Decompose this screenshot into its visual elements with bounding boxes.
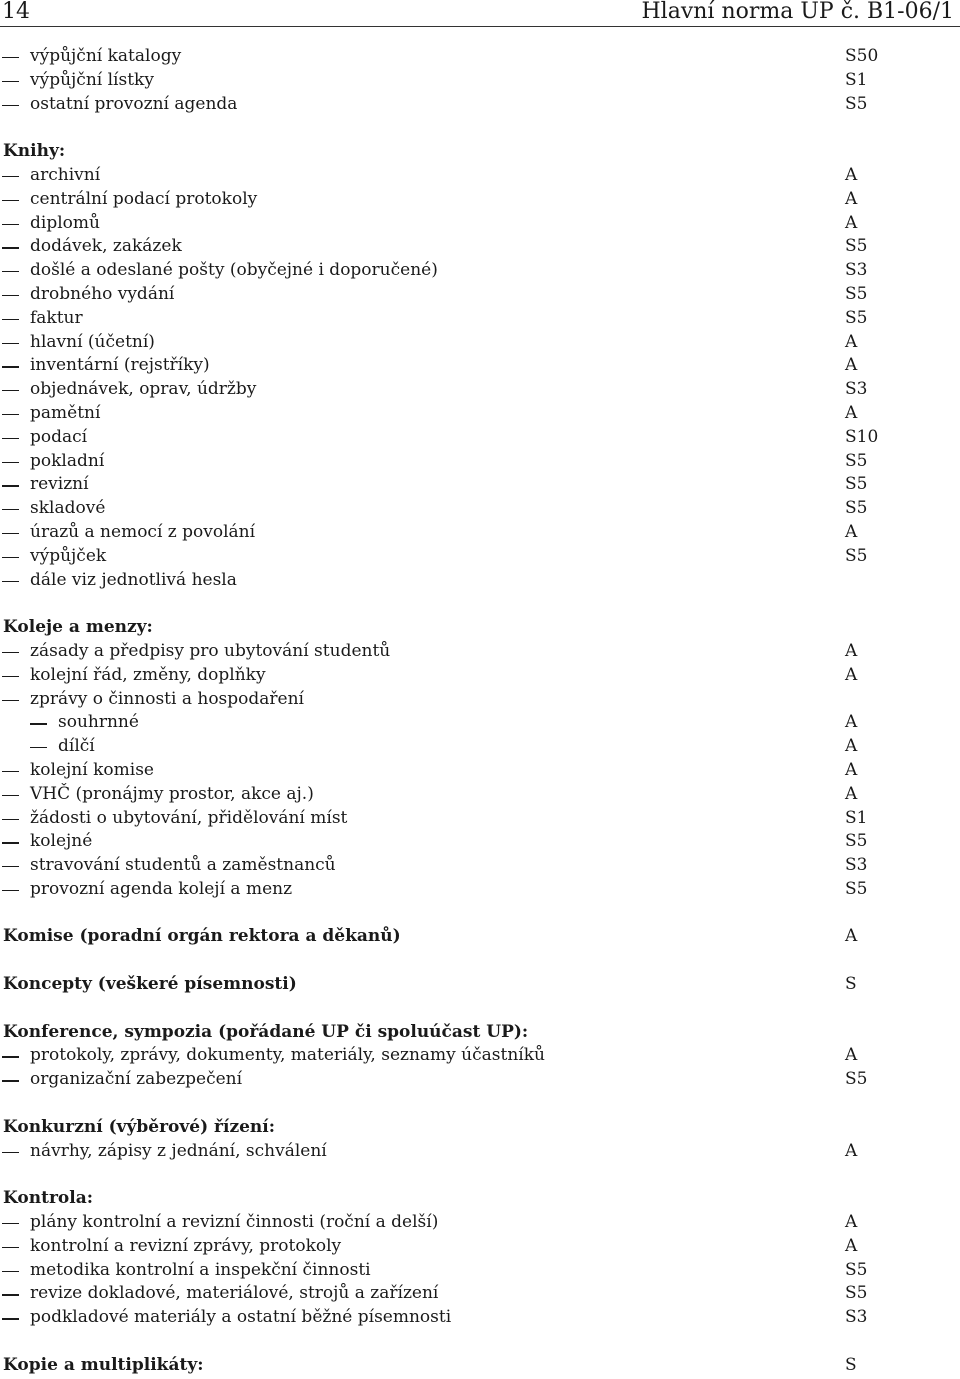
retention-code: S3: [845, 379, 868, 400]
list-item-label: organizační zabezpečení: [30, 1069, 243, 1090]
retention-code: S5: [845, 283, 868, 304]
list-item: [0, 283, 960, 307]
retention-code: S: [845, 1354, 857, 1375]
list-item-label: ostatní provozní agenda: [30, 93, 238, 114]
retention-code: S: [845, 974, 857, 995]
list-item-label: kolejní komise: [30, 759, 154, 780]
list-item-label: dále viz jednotlivá hesla: [30, 569, 237, 590]
list-item-label: zprávy o činnosti a hospodaření: [30, 688, 304, 709]
list-item-label: pamětní: [30, 402, 101, 423]
retention-code: A: [845, 521, 858, 542]
list-item-label: revize dokladové, materiálové, strojů a zařízení: [30, 1283, 439, 1304]
retention-code: S5: [845, 878, 868, 899]
section-heading: [0, 925, 960, 949]
retention-code: A: [845, 783, 858, 804]
retention-code: S5: [845, 1283, 868, 1304]
retention-code: A: [845, 926, 858, 947]
list-item: [0, 1282, 960, 1306]
retention-code: A: [845, 640, 858, 661]
list-item: [0, 545, 960, 569]
list-item: [0, 1259, 960, 1283]
list-item-label: výpůjček: [30, 545, 107, 566]
retention-code: S3: [845, 855, 868, 876]
list-item: [0, 640, 960, 664]
retention-code: A: [845, 331, 858, 352]
list-item: [0, 759, 960, 783]
list-item: [0, 235, 960, 259]
list-item: [0, 497, 960, 521]
document-title: Hlavní norma UP č. B1-06/1: [641, 0, 954, 24]
retention-code: S5: [845, 236, 868, 257]
section-heading: [0, 140, 960, 164]
list-item: [0, 783, 960, 807]
retention-code: S5: [845, 93, 868, 114]
list-item: [0, 212, 960, 236]
retention-code: S5: [845, 1259, 868, 1280]
list-item-label: dílčí: [58, 736, 95, 757]
retention-code: A: [845, 188, 858, 209]
retention-code: S3: [845, 260, 868, 281]
list-item-label: zásady a předpisy pro ubytování studentů: [30, 640, 391, 661]
retention-code: A: [845, 1045, 858, 1066]
retention-code: A: [845, 355, 858, 376]
list-item: [0, 688, 960, 712]
section-heading-label: Koncepty (veškeré písemnosti): [3, 974, 297, 995]
list-item: [0, 450, 960, 474]
list-item-label: inventární (rejstříky): [30, 355, 210, 376]
list-item: [0, 878, 960, 902]
retention-code: A: [845, 1212, 858, 1233]
list-item-label: podkladové materiály a ostatní běžné písemnosti: [30, 1307, 452, 1328]
retention-code: A: [845, 759, 858, 780]
retention-code: S5: [845, 450, 868, 471]
section-heading-label: Kontrola:: [3, 1188, 93, 1209]
list-item: [0, 354, 960, 378]
list-item-label: kolejné: [30, 831, 93, 852]
list-item-label: provozní agenda kolejí a menz: [30, 878, 293, 899]
list-item-label: souhrnné: [58, 712, 139, 733]
retention-code: S1: [845, 69, 868, 90]
list-item-label: kontrolní a revizní zprávy, protokoly: [30, 1235, 342, 1256]
section-heading-label: Komise (poradní orgán rektora a děkanů): [3, 926, 401, 947]
section-heading-label: Koleje a menzy:: [3, 617, 153, 638]
retention-code: S5: [845, 831, 868, 852]
list-item: [0, 807, 960, 831]
list-item: [0, 473, 960, 497]
list-item-label: výpůjční katalogy: [30, 46, 182, 66]
retention-code: S5: [845, 545, 868, 566]
section-heading: [0, 1187, 960, 1211]
list-item-label: dodávek, zakázek: [30, 236, 182, 257]
list-item: [0, 188, 960, 212]
list-item: [0, 164, 960, 188]
list-item: [0, 93, 960, 117]
retention-code: S5: [845, 474, 868, 495]
list-item: [0, 1068, 960, 1092]
section-heading: [0, 1354, 960, 1378]
list-item: [0, 1044, 960, 1068]
list-item-label: centrální podací protokoly: [30, 188, 258, 209]
list-item: [0, 1306, 960, 1330]
list-item-label: objednávek, oprav, údržby: [30, 379, 257, 400]
retention-code: A: [845, 1235, 858, 1256]
list-item: [0, 1235, 960, 1259]
list-item: [0, 331, 960, 355]
list-item: [0, 378, 960, 402]
section-heading-label: Knihy:: [3, 141, 66, 162]
list-item: [0, 1140, 960, 1164]
retention-code: A: [845, 1140, 858, 1161]
list-item: [0, 521, 960, 545]
list-item: [0, 664, 960, 688]
list-item: [0, 735, 960, 759]
section-heading-label: Kopie a multiplikáty:: [3, 1354, 204, 1375]
retention-code: S50: [845, 46, 879, 66]
retention-code: S5: [845, 307, 868, 328]
list-item: [0, 830, 960, 854]
list-item-label: stravování studentů a zaměstnanců: [30, 855, 336, 876]
list-item: [0, 569, 960, 593]
section-heading: [0, 1116, 960, 1140]
list-item-label: metodika kontrolní a inspekční činnosti: [30, 1259, 371, 1280]
list-item-label: plány kontrolní a revizní činnosti (roční a delší): [30, 1212, 439, 1233]
list-item: [0, 69, 960, 93]
list-item-label: diplomů: [30, 212, 100, 233]
list-item-label: skladové: [30, 498, 106, 519]
list-item-label: pokladní: [30, 450, 105, 471]
list-item-label: VHČ (pronájmy prostor, akce aj.): [30, 783, 314, 804]
list-item-label: drobného vydání: [30, 283, 175, 304]
page-header: [0, 0, 960, 27]
list-item-label: návrhy, zápisy z jednání, schválení: [30, 1140, 327, 1161]
retention-code: A: [845, 402, 858, 423]
retention-code: A: [845, 212, 858, 233]
section-heading: [0, 616, 960, 640]
list-item-label: podací: [30, 426, 88, 447]
retention-code: S1: [845, 807, 868, 828]
retention-list: [0, 45, 960, 1378]
list-item: [0, 1211, 960, 1235]
retention-code: S5: [845, 498, 868, 519]
list-item-label: žádosti o ubytování, přidělování míst: [30, 807, 348, 828]
section-heading-label: Konference, sympozia (pořádané UP či spoluúčast UP):: [3, 1021, 529, 1042]
list-item: [0, 402, 960, 426]
list-item-label: úrazů a nemocí z povolání: [30, 521, 256, 542]
list-item: [0, 307, 960, 331]
list-item: [0, 854, 960, 878]
list-item: [0, 711, 960, 735]
section-heading-label: Konkurzní (výběrové) řízení:: [3, 1116, 276, 1137]
section-heading: [0, 973, 960, 997]
list-item: [0, 259, 960, 283]
retention-code: S3: [845, 1307, 868, 1328]
list-item-label: hlavní (účetní): [30, 331, 155, 352]
retention-code: A: [845, 736, 858, 757]
list-item-label: faktur: [30, 307, 83, 328]
list-item-label: revizní: [30, 474, 89, 495]
retention-code: S10: [845, 426, 879, 447]
section-heading: [0, 1021, 960, 1045]
retention-code: A: [845, 664, 858, 685]
list-item-label: kolejní řád, změny, doplňky: [30, 664, 266, 685]
list-item-label: došlé a odeslané pošty (obyčejné i doporučené): [30, 260, 438, 281]
retention-code: S5: [845, 1069, 868, 1090]
list-item-label: výpůjční lístky: [30, 69, 154, 90]
list-item: [0, 426, 960, 450]
page-number: 14: [2, 0, 30, 24]
retention-code: A: [845, 164, 858, 185]
retention-code: A: [845, 712, 858, 733]
list-item: [0, 45, 960, 69]
list-item-label: protokoly, zprávy, dokumenty, materiály, seznamy účastníků: [30, 1045, 545, 1066]
list-item-label: archivní: [30, 164, 101, 185]
